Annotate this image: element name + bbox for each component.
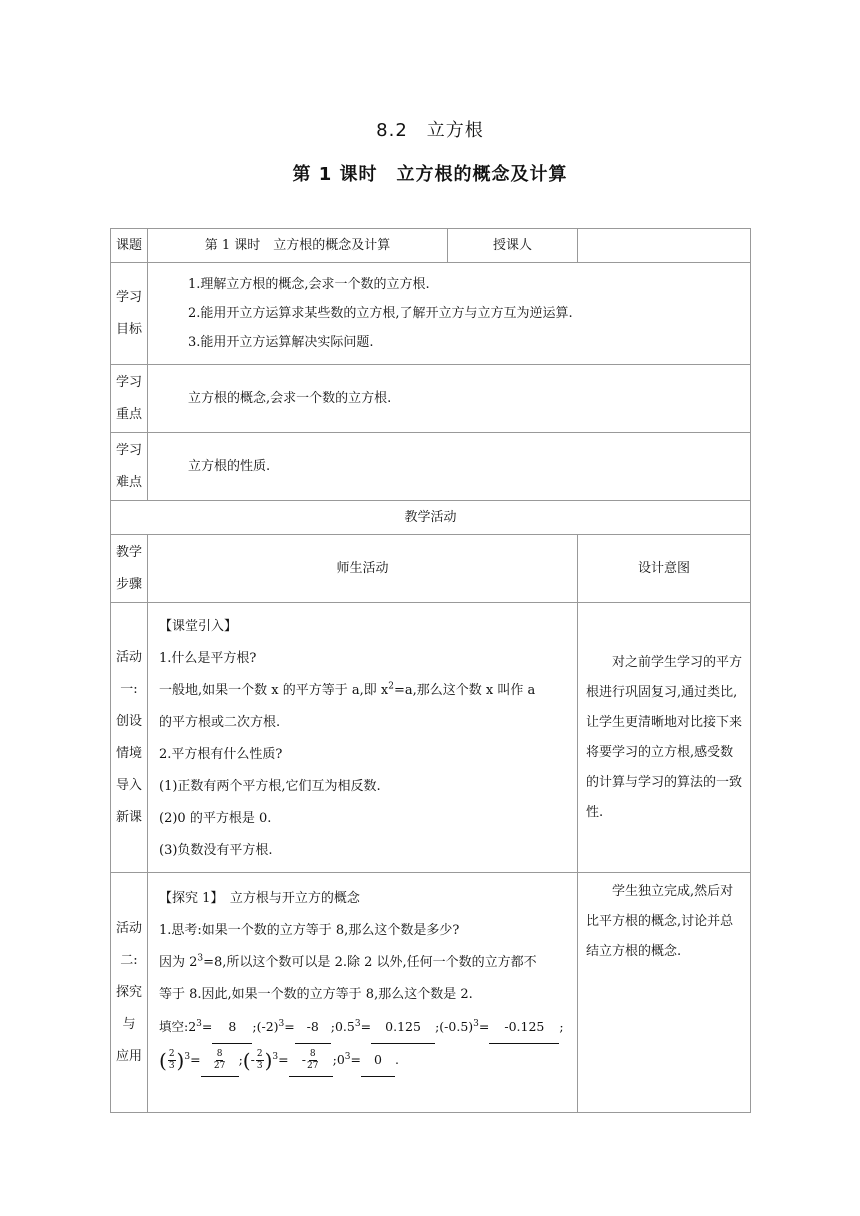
activity1-property: (1)正数有两个平方根,它们互为相反数. bbox=[159, 778, 381, 794]
difficulties-text: 立方根的性质. bbox=[148, 433, 751, 501]
section-title: 8.2 立方根 bbox=[376, 120, 484, 141]
steps-header: 教学 步骤 bbox=[111, 535, 148, 603]
activity2-heading: 【探究 1】 立方根与开立方的概念 bbox=[159, 891, 360, 906]
lesson-subtitle: 第 1 课时 立方根的概念及计算 bbox=[292, 164, 568, 185]
activity2-reason-line2: 等于 8.因此,如果一个数的立方等于 8,那么这个数是 2. bbox=[159, 987, 473, 1002]
activity1-content bbox=[148, 603, 578, 873]
activity1-q1: 1.什么是平方根? bbox=[159, 650, 257, 666]
answer-blank[interactable]: 0.125 bbox=[371, 1011, 435, 1044]
difficulties-row bbox=[111, 433, 751, 501]
answer-blank[interactable]: -0.125 bbox=[489, 1011, 559, 1044]
activity2-design: 学生独立完成,然后对比平方根的概念,讨论并总结立方根的概念. bbox=[578, 873, 751, 1113]
activity1-heading: 【课堂引入】 bbox=[159, 618, 238, 634]
activity2-row bbox=[111, 873, 751, 1113]
objectives-label: 学习 目标 bbox=[111, 263, 148, 365]
activity1-label: 活动 一: 创设 情境 导入 新课 bbox=[111, 603, 148, 873]
lesson-plan-table bbox=[110, 228, 751, 1113]
column-header-row bbox=[111, 535, 751, 603]
activity2-label: 活动 二: 探究 与 应用 bbox=[111, 873, 148, 1113]
objectives-row bbox=[111, 263, 751, 365]
activity1-property: (2)0 的平方根是 0. bbox=[159, 810, 272, 826]
fraction: $\frac{2}{3}$ bbox=[256, 1049, 263, 1071]
activity2-content bbox=[148, 873, 578, 1113]
teacher-student-header: 师生活动 bbox=[148, 535, 578, 603]
teacher-label: 授课人 bbox=[448, 229, 578, 263]
activity1-design: 对之前学生学习的平方根进行巩固复习,通过类比,让学生更清晰地对比接下来将要学习的立方根,感受数的计算与学习的算法的一致性. bbox=[578, 603, 751, 873]
activity1-definition: 一般地,如果一个数 x 的平方等于 a,即 $x^2=a$,那么这个数 x 叫作 a bbox=[159, 681, 536, 698]
activity1-row bbox=[111, 603, 751, 873]
answer-blank[interactable]: - $\frac{8}{27}$ bbox=[289, 1044, 333, 1077]
teacher-value[interactable] bbox=[578, 229, 751, 263]
activities-heading-row bbox=[111, 501, 751, 535]
activities-heading: 教学活动 bbox=[111, 501, 751, 535]
key-points-row bbox=[111, 365, 751, 433]
activity1-q2: 2.平方根有什么性质? bbox=[159, 746, 283, 762]
objective-item: 3.能用开立方运算解决实际问题. bbox=[188, 335, 374, 350]
key-points-label: 学习 重点 bbox=[111, 365, 148, 433]
activity2-think: 1.思考:如果一个数的立方等于 8,那么这个数是多少? bbox=[159, 923, 460, 938]
answer-blank[interactable]: $\frac{8}{27}$ bbox=[201, 1044, 239, 1077]
answer-blank[interactable]: 0 bbox=[361, 1044, 395, 1077]
answer-blank[interactable]: 8 bbox=[212, 1011, 252, 1044]
topic-value: 第 1 课时 立方根的概念及计算 bbox=[148, 229, 448, 263]
topic-row bbox=[111, 229, 751, 263]
activity2-fill-line2: ( $\frac{2}{3}$ )$^3$= $\frac{8}{27}$ ;(- $\frac{2}{3}$ )$^3$= - $\frac{8}{27}$ $;0^3= 0$ . bbox=[159, 1044, 571, 1077]
key-points-text: 立方根的概念,会求一个数的立方根. bbox=[148, 365, 751, 433]
activity2-reason: 因为 $2^3=8$,所以这个数可以是 2.除 2 以外,任何一个数的立方都不 bbox=[159, 953, 537, 970]
difficulties-label: 学习 难点 bbox=[111, 433, 148, 501]
activity2-fill-line1: 填空$:2^3= 8$ $;(-2)^3= -8$ $;0.5^3= 0.125$ $;(-0.5)^3= -0.125$ ; bbox=[159, 1011, 571, 1044]
activity1-definition-line2: 的平方根或二次方根. bbox=[159, 714, 281, 730]
objective-item: 1.理解立方根的概念,会求一个数的立方根. bbox=[188, 277, 430, 292]
design-header: 设计意图 bbox=[578, 535, 751, 603]
activity1-property: (3)负数没有平方根. bbox=[159, 842, 273, 858]
fraction: $\frac{2}{3}$ bbox=[168, 1049, 175, 1071]
answer-blank[interactable]: -8 bbox=[295, 1011, 331, 1044]
objective-item: 2.能用开立方运算求某些数的立方根,了解开立方与立方互为逆运算. bbox=[188, 306, 573, 321]
objectives-list bbox=[148, 263, 751, 365]
topic-label: 课题 bbox=[111, 229, 148, 263]
